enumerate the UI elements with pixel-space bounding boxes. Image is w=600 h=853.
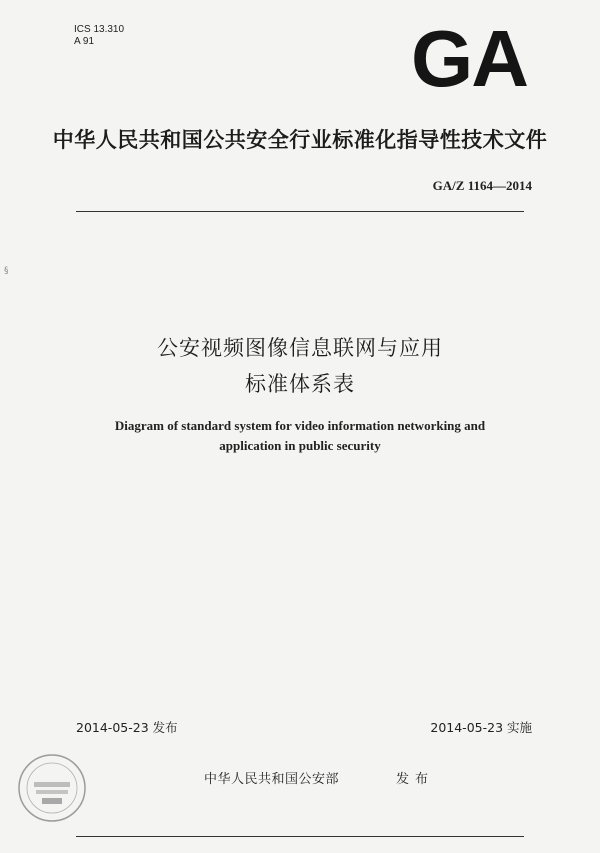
official-seal-stamp (16, 752, 88, 824)
ga-logo-text: GA (411, 22, 527, 92)
issuing-authority: 中华人民共和国公安部 (204, 772, 340, 787)
standard-number: GA/Z 1164—2014 (432, 178, 532, 193)
title-en-line2: application in public security (219, 438, 381, 453)
issue-label: 发布 (396, 772, 435, 787)
bottom-divider (76, 836, 524, 837)
margin-mark: § (4, 266, 9, 276)
ga-logo (408, 22, 530, 92)
top-divider (76, 211, 524, 212)
title-en-line1: Diagram of standard system for video information networking and (114, 418, 486, 433)
title-zh-line1: 公安视频图像信息联网与应用 (157, 336, 443, 360)
implement-date: 2014-05-23 实施 (430, 720, 532, 735)
classification-codes (74, 24, 124, 48)
ics-code: ICS 13.310 (74, 24, 125, 35)
ccs-code: A 91 (74, 36, 95, 47)
publish-date: 2014-05-23 发布 (76, 720, 178, 735)
organization-title: 中华人民共和国公共安全行业标准化指导性技术文件 (52, 128, 548, 152)
title-zh-line2: 标准体系表 (245, 372, 355, 396)
